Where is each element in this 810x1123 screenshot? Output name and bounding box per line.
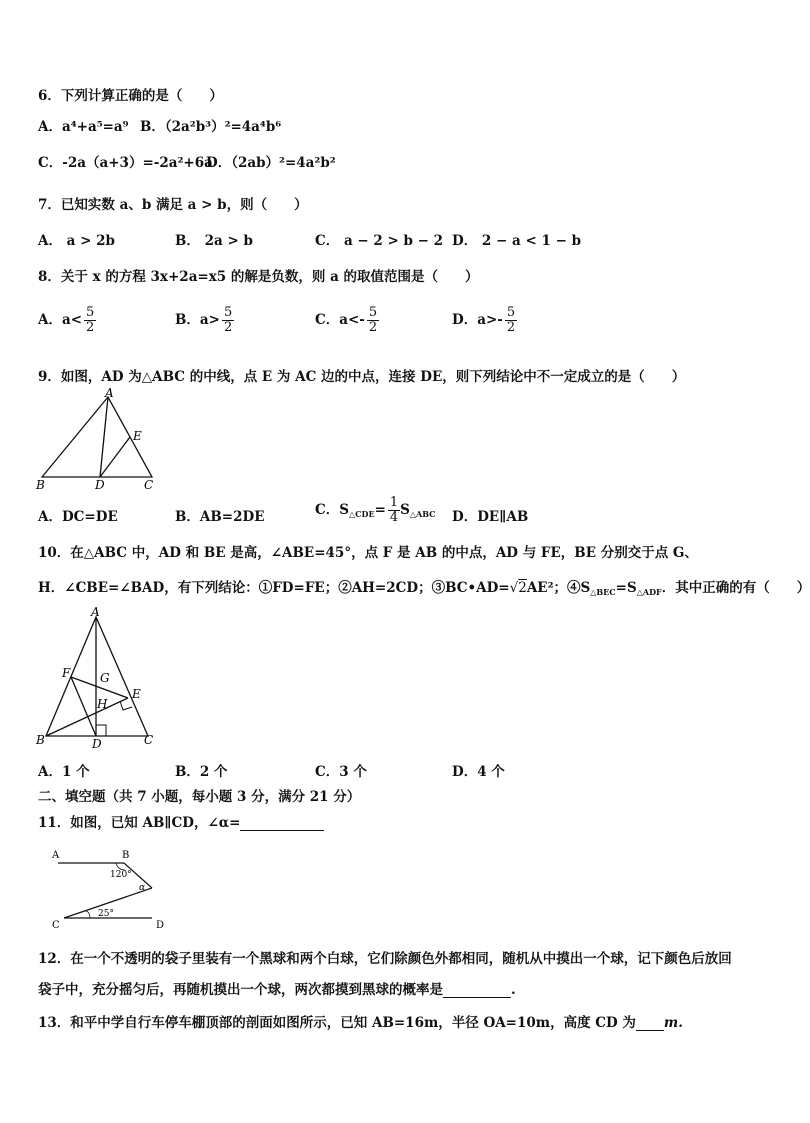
fraction: $\frac{5}{2}$ xyxy=(86,305,95,335)
fraction: $\frac{5}{2}$ xyxy=(368,305,378,335)
q10-stem-line2: H．∠CBE=∠BAD，有下列结论：①FD=FE；②AH=2CD；③BC•AD=√2AE²；$④S_{\triangle BEC}=S_{\triangle ADF}$．其中正确的有（ ） xyxy=(38,580,810,597)
label-d: D xyxy=(92,737,102,751)
label-g: G xyxy=(100,671,110,685)
section-heading: 二、填空题（共 7 小题，每小题 3 分，满分 21 分） xyxy=(38,789,361,805)
q7-option-c: C． a − 2 > b − 2 xyxy=(315,233,444,249)
q9-option-c: C．$S_{\triangle CDE}=$ $\frac{1}{4}$ $S_{\triangle ABC}$ xyxy=(315,495,436,525)
q7-stem: 7．已知实数 a、b 满足 a > b，则（ ） xyxy=(38,197,308,213)
label-e: E xyxy=(132,687,141,701)
q13-stem: 13．和平中学自行车停车棚顶部的剖面如图所示，已知 AB=16m，半径 OA=10m，高度 CD 为 m. xyxy=(38,1015,683,1031)
label-c: C xyxy=(144,733,154,747)
q7-option-b: B． 2a > b xyxy=(175,233,253,249)
q6-option-b: B．（2a²b³）²=4a⁴b⁶ xyxy=(140,119,282,135)
label-a: A xyxy=(105,386,114,400)
q6-option-c: C．-2a（a+3）=-2a²+6a xyxy=(38,155,213,171)
label-a: A xyxy=(91,605,100,619)
q8-option-b: B．a> $\frac{5}{2}$ xyxy=(175,305,233,335)
fraction: $\frac{1}{4}$ xyxy=(389,495,399,525)
label-b: B xyxy=(36,733,45,747)
angle-120-label: 120° xyxy=(110,870,132,880)
q9-stem: 9．如图，AD 为△ABC 的中线，点 E 为 AC 边的中点，连接 DE，则下列结论中不一定成立的是（ ） xyxy=(38,369,686,385)
q9-triangle-figure xyxy=(34,385,160,493)
q10-option-a: A．1 个 xyxy=(38,764,90,780)
q6-stem: 6．下列计算正确的是（ ） xyxy=(38,88,223,104)
q12-line1: 12．在一个不透明的袋子里装有一个黑球和两个白球，它们除颜色外都相同，随机从中摸出一个球，记下颜色后放回 xyxy=(38,951,732,967)
label-b: B xyxy=(36,478,45,492)
q8-stem: 8．关于 x 的方程 3x+2a=x5 的解是负数，则 a 的取值范围是（ ） xyxy=(38,269,479,285)
q10-stem-line1: 10．在△ABC 中，AD 和 BE 是高，∠ABE=45°，点 F 是 AB 的中点，AD 与 FE，BE 分别交于点 G、 xyxy=(38,545,698,561)
label-b: B xyxy=(122,850,130,861)
answer-blank xyxy=(240,816,324,831)
q7-option-a: A． a > 2b xyxy=(38,233,115,249)
fraction: $\frac{5}{2}$ xyxy=(223,305,233,335)
q6-option-a: A．a⁴+a⁵=a⁹ xyxy=(38,119,129,135)
q8-option-d: D．a>- $\frac{5}{2}$ xyxy=(452,305,516,335)
label-h: H xyxy=(97,697,108,711)
answer-blank xyxy=(636,1016,664,1031)
label-e: E xyxy=(133,429,142,443)
alpha-label: α xyxy=(139,883,146,893)
label-a: A xyxy=(52,850,60,861)
fraction: $\frac{5}{2}$ xyxy=(506,305,516,335)
q9-option-d: D．DE∥AB xyxy=(452,509,529,525)
label-f: F xyxy=(62,666,71,680)
label-c: C xyxy=(144,478,154,492)
q10-triangle-figure xyxy=(34,603,160,749)
label-c: C xyxy=(52,920,60,931)
q10-option-d: D．4 个 xyxy=(452,764,505,780)
angle-25-label: 25° xyxy=(98,909,114,919)
answer-blank xyxy=(443,983,511,998)
q10-option-b: B．2 个 xyxy=(175,764,228,780)
q8-option-a: A．a< $\frac{5}{2}$ xyxy=(38,305,95,335)
q10-option-c: C．3 个 xyxy=(315,764,367,780)
q11-stem: 11．如图，已知 AB∥CD，∠α= xyxy=(38,811,324,831)
q11-parallel-figure xyxy=(46,846,176,934)
q12-line2: 袋子中，充分摇匀后，再随机摸出一个球，两次都摸到黑球的概率是 . xyxy=(38,982,516,998)
q6-option-d: D．（2ab）²=4a²b² xyxy=(206,155,336,171)
q8-option-c: C．a<- $\frac{5}{2}$ xyxy=(315,305,378,335)
q9-option-a: A．DC=DE xyxy=(38,509,118,525)
q9-option-b: B．AB=2DE xyxy=(175,509,265,525)
q7-option-d: D． 2 − a < 1 − b xyxy=(452,233,582,249)
label-d: D xyxy=(95,478,105,492)
label-d: D xyxy=(156,920,165,931)
